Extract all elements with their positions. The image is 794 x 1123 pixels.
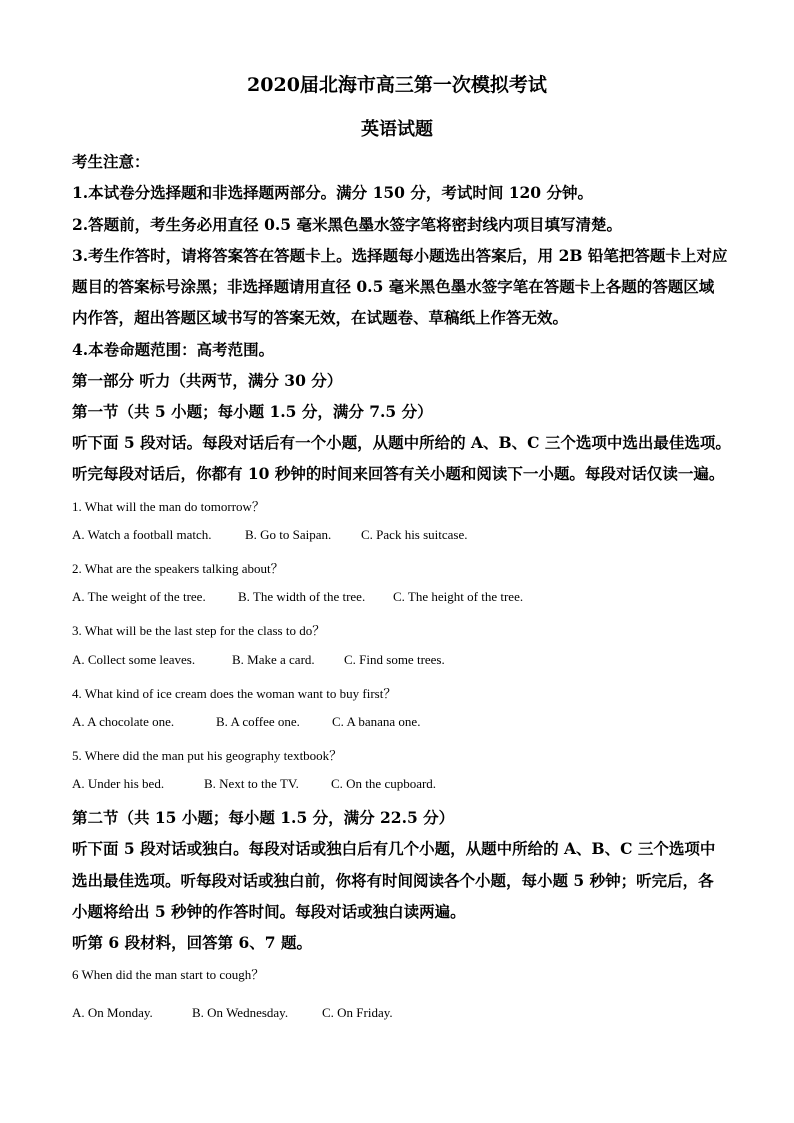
option-a: A. Watch a football match.: [72, 527, 212, 542]
option-b: B. Next to the TV.: [204, 776, 299, 791]
option-b: B. Go to Saipan.: [245, 527, 332, 542]
options-2: [72, 589, 523, 605]
option-c: C. A banana one.: [332, 714, 421, 729]
option-a: A. Collect some leaves.: [72, 652, 196, 667]
options-1: [72, 527, 468, 543]
section2-heading: 第二节（共 15 小题；每小题 1.5 分，满分 22.5 分）: [72, 808, 455, 827]
notice-item: 1.本试卷分选择题和非选择题两部分。满分 150 分，考试时间 120 分钟。: [72, 183, 593, 202]
option-c: C. The height of the tree.: [393, 589, 524, 604]
option-c: C. Pack his suitcase.: [361, 527, 468, 542]
question-1: 1. What will the man do tomorrow？: [72, 499, 265, 514]
option-c: C. Find some trees.: [344, 652, 445, 667]
options-5: [72, 776, 436, 792]
notice-item: 内作答，超出答题区域书写的答案无效，在试题卷、草稿纸上作答无效。: [72, 308, 569, 327]
section2-instruction: 选出最佳选项。听每段对话或独白前，你将有时间阅读各个小题，每小题 5 秒钟；听完后，各: [72, 871, 714, 890]
material-heading: 听第 6 段材料，回答第 6、7 题。: [72, 933, 312, 952]
notice-heading: 考生注意：: [72, 152, 150, 171]
option-a: A. A chocolate one.: [72, 714, 175, 729]
option-b: B. A coffee one.: [216, 714, 300, 729]
section1-instruction: 听下面 5 段对话。每段对话后有一个小题，从题中所给的 A、B、C 三个选项中选出最佳选项。: [72, 433, 731, 452]
options-3: [72, 652, 445, 668]
notice-item: 4.本卷命题范围：高考范围。: [72, 340, 275, 359]
question-2: 2. What are the speakers talking about？: [72, 561, 284, 576]
question-6: 6 When did the man start to cough？: [72, 967, 265, 982]
notice-item: 3.考生作答时，请将答案答在答题卡上。选择题每小题选出答案后，用 2B 铅笔把答题卡上对应: [72, 246, 728, 265]
question-3: 3. What will be the last step for the class to do？: [72, 623, 326, 638]
question-5: 5. Where did the man put his geography textbook？: [72, 748, 343, 763]
part1-heading: 第一部分 听力（共两节，满分 30 分）: [72, 371, 343, 390]
section1-heading: 第一节（共 5 小题；每小题 1.5 分，满分 7.5 分）: [72, 402, 433, 421]
section2-instruction: 听下面 5 段对话或独白。每段对话或独白后有几个小题，从题中所给的 A、B、C 三个选项中: [72, 839, 716, 858]
exam-title: 2020届北海市高三第一次模拟考试: [247, 74, 547, 96]
options-4: [72, 714, 420, 730]
options-6: [72, 1005, 393, 1021]
option-b: B. On Wednesday.: [192, 1005, 289, 1020]
section2-instruction: 小题将给出 5 秒钟的作答时间。每段对话或独白读两遍。: [72, 902, 466, 921]
option-c: C. On Friday.: [322, 1005, 393, 1020]
option-a: A. Under his bed.: [72, 776, 165, 791]
question-4: 4. What kind of ice cream does the woman want to buy first？: [72, 686, 397, 701]
option-a: A. On Monday.: [72, 1005, 153, 1020]
exam-subtitle: 英语试题: [361, 119, 433, 140]
section1-instruction: 听完每段对话后，你都有 10 秒钟的时间来回答有关小题和阅读下一小题。每段对话仅读一遍。: [72, 464, 725, 483]
notice-item: 2.答题前，考生务必用直径 0.5 毫米黑色墨水签字笔将密封线内项目填写清楚。: [72, 215, 622, 234]
notice-item: 题目的答案标号涂黑；非选择题请用直径 0.5 毫米黑色墨水签字笔在答题卡上各题的答题区域: [72, 277, 715, 296]
option-c: C. On the cupboard.: [331, 776, 437, 791]
option-b: B. Make a card.: [232, 652, 315, 667]
option-b: B. The width of the tree.: [238, 589, 366, 604]
option-a: A. The weight of the tree.: [72, 589, 206, 604]
